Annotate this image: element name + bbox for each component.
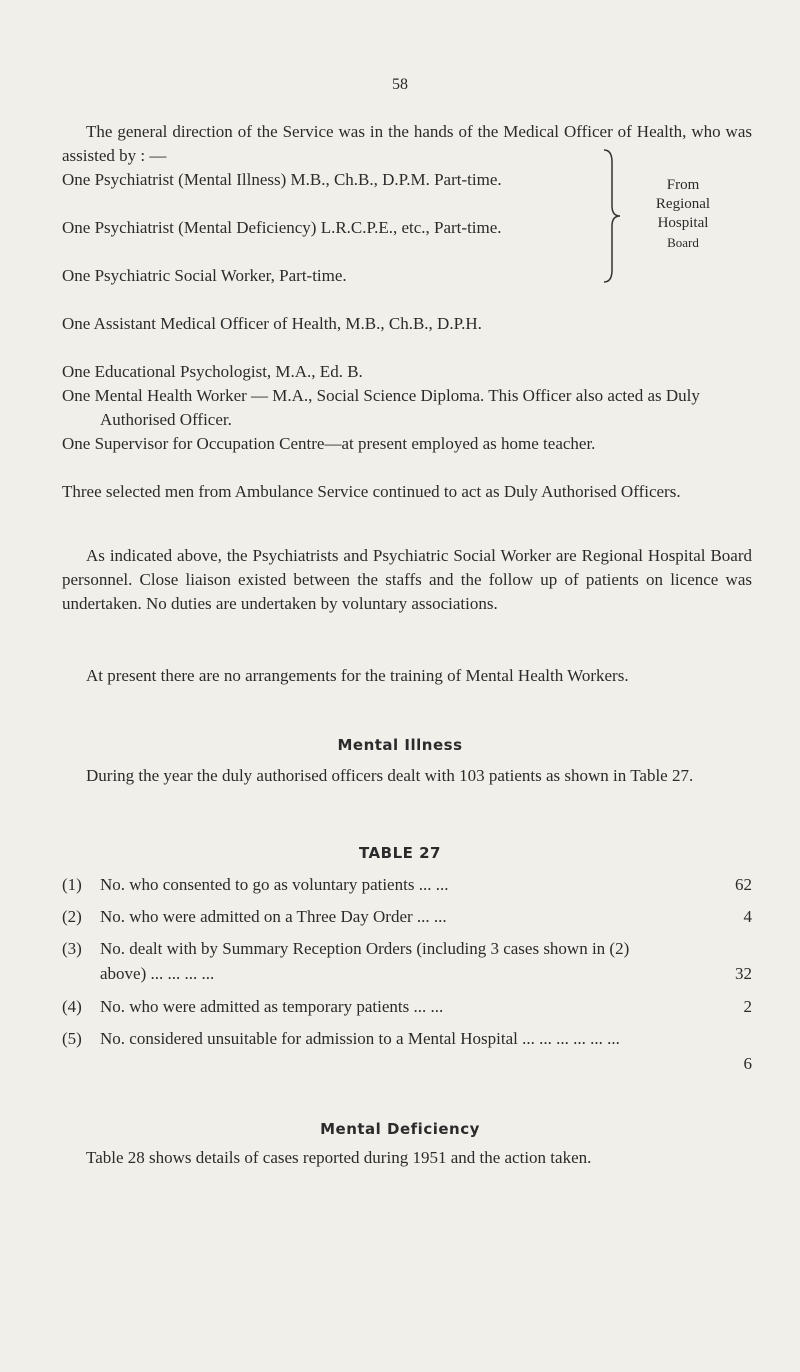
row-text: No. considered unsuitable for admission to a Mental Hospital ... ... ... ... ... ... [100, 1029, 620, 1048]
liaison-paragraph: As indicated above, the Psychiatrists and Psychiatric Social Worker are Regional Hospital Board personnel. Close liaison existed between the staffs and the follow up of patients on licence was undertaken. No duties are undertaken by voluntary associations. [62, 546, 752, 613]
row-value: 2 [743, 997, 752, 1016]
staff-social-worker: One Psychiatric Social Worker, Part-time. [62, 266, 347, 285]
brace-label-line: Hospital [657, 215, 709, 231]
row-number: (1) [62, 875, 82, 894]
staff-mental-health-worker: One Mental Health Worker — M.A., Social Science Diploma. This Officer also acted as Duly Authorised Officer. [62, 386, 700, 429]
row-value: 62 [735, 875, 752, 894]
row-text: No. who were admitted on a Three Day Order ... ... [100, 907, 447, 926]
staff-assistant-moh: One Assistant Medical Officer of Health, M.B., Ch.B., D.P.H. [62, 314, 482, 333]
staff-supervisor: One Supervisor for Occupation Centre—at present employed as home teacher. [62, 434, 596, 453]
row-number: (2) [62, 907, 82, 926]
row-number: (4) [62, 997, 82, 1016]
page-number: 58 [392, 76, 408, 93]
table-title: TABLE 27 [358, 844, 441, 862]
staff-psychiatrist-illness: One Psychiatrist (Mental Illness) M.B., Ch.B., D.P.M. Part-time. [62, 170, 502, 189]
illness-paragraph: During the year the duly authorised officers dealt with 103 patients as shown in Table 27. [86, 766, 694, 785]
row-text: No. who were admitted as temporary patients ... ... [100, 997, 444, 1016]
row-number: (5) [62, 1029, 82, 1048]
heading-mental-deficiency: Mental Deficiency [320, 1120, 480, 1138]
row-text: No. who consented to go as voluntary patients ... ... [100, 875, 449, 894]
heading-mental-illness: Mental Illness [337, 736, 463, 754]
brace-label [628, 176, 738, 252]
intro-paragraph: The general direction of the Service was in the hands of the Medical Officer of Health, who was assisted by : — [62, 122, 752, 165]
staff-psychiatrist-deficiency: One Psychiatrist (Mental Deficiency) L.R.C.P.E., etc., Part-time. [62, 218, 502, 237]
brace-label-line: From [666, 177, 700, 193]
training-paragraph: At present there are no arrangements for the training of Mental Health Workers. [86, 666, 629, 685]
brace-label-line: Regional [655, 196, 711, 212]
row-value: 4 [743, 907, 752, 926]
row-value: 32 [735, 964, 752, 983]
brace-label-line: Board [667, 235, 699, 250]
row-number: (3) [62, 939, 82, 958]
row-value: 6 [743, 1054, 752, 1073]
staff-educational-psychologist: One Educational Psychologist, M.A., Ed. B. [62, 362, 363, 381]
deficiency-paragraph: Table 28 shows details of cases reported during 1951 and the action taken. [86, 1148, 592, 1167]
row-text: No. dealt with by Summary Reception Orders (including 3 cases shown in (2) above) ... ... ... ... [100, 939, 630, 983]
brace-icon [598, 146, 628, 286]
staff-ambulance-men: Three selected men from Ambulance Service continued to act as Duly Authorised Officers. [62, 482, 681, 501]
